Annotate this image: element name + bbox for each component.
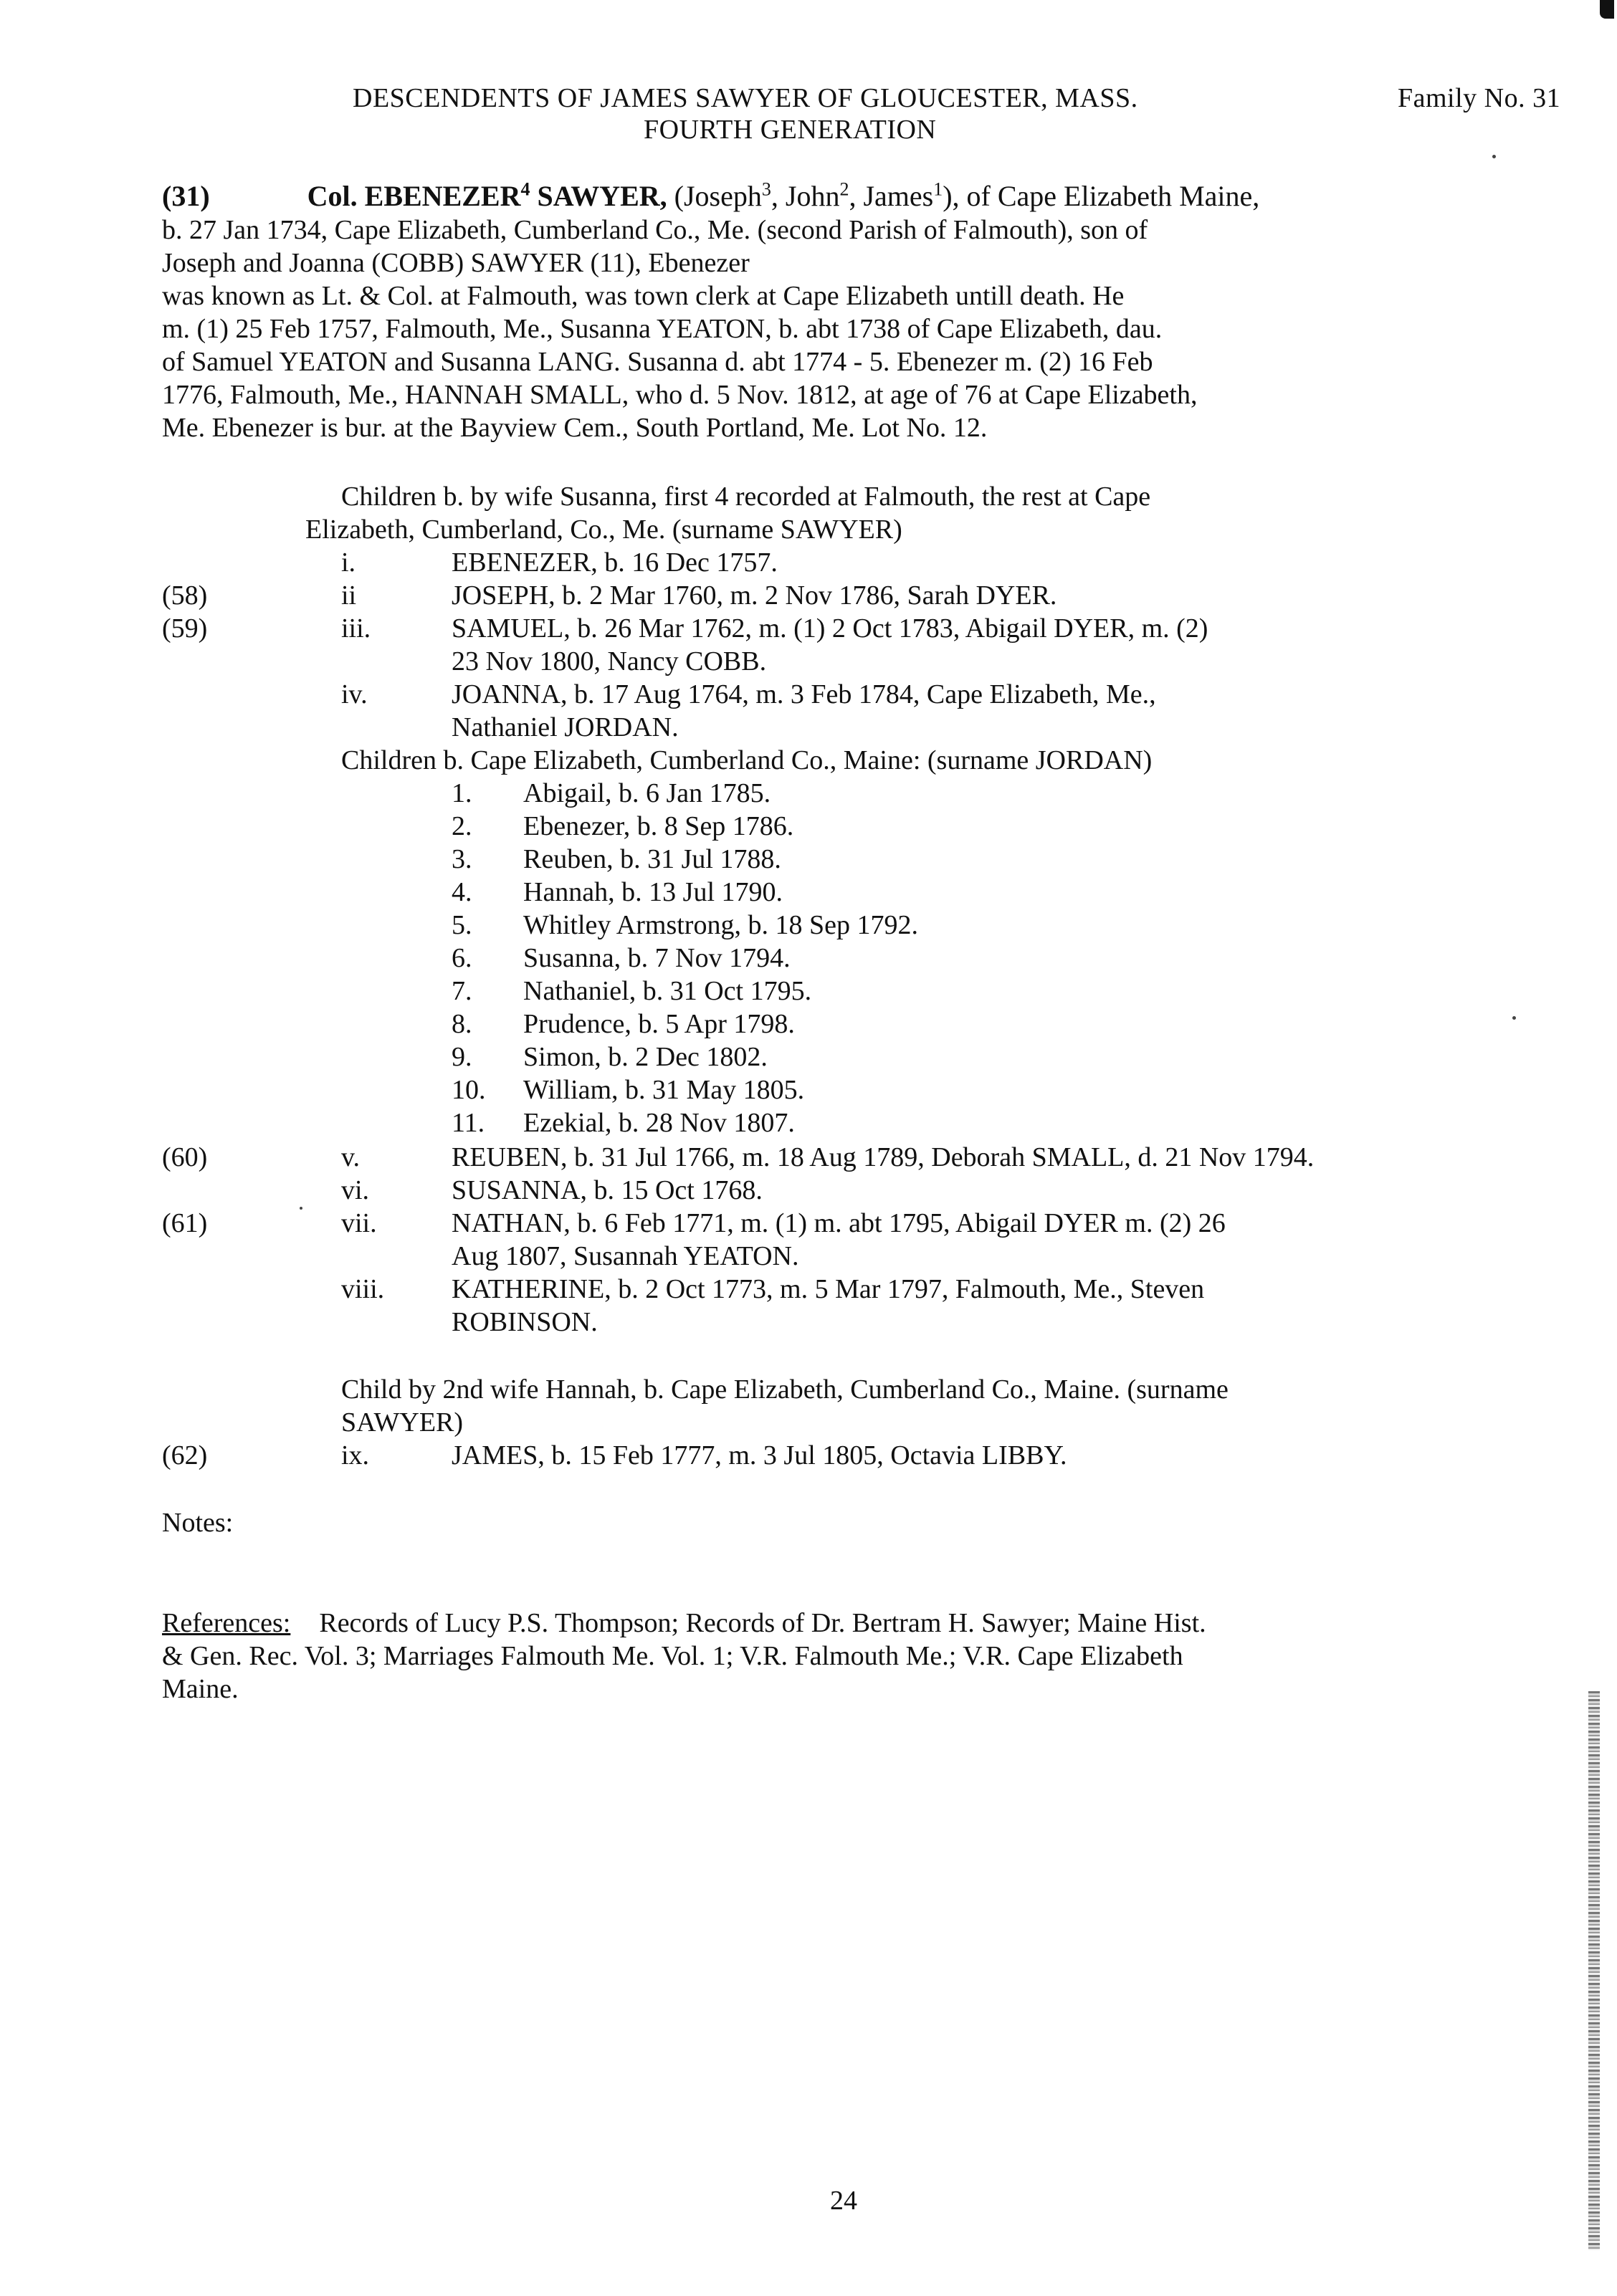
child-numeral: ii: [341, 580, 357, 611]
notes-label: Notes:: [162, 1508, 234, 1538]
references-text: Records of Lucy P.S. Thompson; Records of Dr. Bertram H. Sawyer; Maine Hist.: [319, 1608, 1206, 1638]
grandchild-entry: Prudence, b. 5 Apr 1798.: [523, 1009, 795, 1039]
lineage-sup: 2: [839, 178, 849, 200]
child-numeral: iv.: [341, 679, 368, 709]
child-entry: JOANNA, b. 17 Aug 1764, m. 3 Feb 1784, Cape Elizabeth, Me.,: [452, 679, 1156, 709]
child-ref: (60): [162, 1142, 208, 1172]
scan-edge-bar: [1588, 1691, 1600, 2250]
child-entry: SUSANNA, b. 15 Oct 1768.: [452, 1175, 763, 1205]
entry-line: m. (1) 25 Feb 1757, Falmouth, Me., Susanna YEATON, b. abt 1738 of Cape Elizabeth, dau.: [162, 314, 1163, 344]
entry-surname: SAWYER,: [537, 180, 667, 212]
grandchild-entry: Ebenezer, b. 8 Sep 1786.: [523, 811, 794, 841]
child-numeral: v.: [341, 1142, 361, 1172]
grandchild-number: 1.: [452, 778, 472, 808]
grandchild-number: 8.: [452, 1009, 472, 1039]
child-ref: (58): [162, 580, 208, 611]
scan-speck: [300, 1207, 302, 1210]
child-ref: (59): [162, 613, 208, 644]
grandchild-entry: Nathaniel, b. 31 Oct 1795.: [523, 976, 812, 1006]
entry-line: 1776, Falmouth, Me., HANNAH SMALL, who d. 5 Nov. 1812, at age of 76 at Cape Elizabeth,: [162, 380, 1198, 410]
child-ref: (62): [162, 1440, 208, 1470]
scan-speck: [1512, 1016, 1516, 1020]
child-entry: EBENEZER, b. 16 Dec 1757.: [452, 547, 778, 578]
grandchild-entry: Hannah, b. 13 Jul 1790.: [523, 877, 783, 907]
entry-line: b. 27 Jan 1734, Cape Elizabeth, Cumberland Co., Me. (second Parish of Falmouth), son of: [162, 215, 1148, 245]
grandchild-entry: Abigail, b. 6 Jan 1785.: [523, 778, 771, 808]
child-entry: KATHERINE, b. 2 Oct 1773, m. 5 Mar 1797, Falmouth, Me., Steven: [452, 1274, 1205, 1304]
child-entry-cont: 23 Nov 1800, Nancy COBB.: [452, 646, 767, 676]
child-entry: SAMUEL, b. 26 Mar 1762, m. (1) 2 Oct 1783, Abigail DYER, m. (2): [452, 613, 1208, 644]
child-numeral: ix.: [341, 1440, 370, 1470]
page-number: 24: [830, 2186, 857, 2216]
grandchild-entry: Susanna, b. 7 Nov 1794.: [523, 943, 791, 973]
lineage-john: , John: [771, 180, 840, 212]
grandchild-number: 3.: [452, 844, 472, 874]
second-wife-intro-cont: SAWYER): [341, 1407, 464, 1438]
children-intro: Children b. by wife Susanna, first 4 recorded at Falmouth, the rest at Cape: [341, 482, 1151, 512]
grandchild-number: 5.: [452, 910, 472, 940]
lineage-joseph: (Joseph: [674, 180, 762, 212]
grandchild-entry: William, b. 31 May 1805.: [523, 1075, 805, 1105]
scan-speck: [1492, 155, 1496, 158]
child-numeral: i.: [341, 547, 356, 578]
generation-superscript: 4: [520, 178, 530, 200]
grandchild-number: 11.: [452, 1108, 485, 1138]
grandchild-number: 7.: [452, 976, 472, 1006]
child-ref: (61): [162, 1208, 208, 1238]
entry-name: Col. EBENEZER: [307, 180, 521, 212]
family-number: Family No. 31: [1398, 83, 1561, 113]
jordan-intro: Children b. Cape Elizabeth, Cumberland Co., Maine: (surname JORDAN): [341, 745, 1153, 775]
child-numeral: iii.: [341, 613, 371, 644]
grandchild-entry: Reuben, b. 31 Jul 1788.: [523, 844, 781, 874]
lineage-james: , James: [849, 180, 934, 212]
generation-heading: FOURTH GENERATION: [644, 115, 937, 145]
child-numeral: vi.: [341, 1175, 370, 1205]
children-intro-cont: Elizabeth, Cumberland, Co., Me. (surname SAWYER): [305, 515, 902, 545]
grandchild-number: 9.: [452, 1042, 472, 1072]
grandchild-number: 6.: [452, 943, 472, 973]
lineage-residence: ), of Cape Elizabeth Maine,: [943, 180, 1260, 212]
child-numeral: viii.: [341, 1274, 385, 1304]
references-line: [162, 1609, 1206, 1637]
grandchild-number: 10.: [452, 1075, 486, 1105]
child-entry-cont: Nathaniel JORDAN.: [452, 712, 679, 742]
grandchild-number: 2.: [452, 811, 472, 841]
references-line: Maine.: [162, 1674, 239, 1704]
page-header-title: DESCENDENTS OF JAMES SAWYER OF GLOUCESTER, MASS.: [353, 83, 1138, 113]
child-entry-cont: ROBINSON.: [452, 1307, 598, 1337]
child-entry: JOSEPH, b. 2 Mar 1760, m. 2 Nov 1786, Sarah DYER.: [452, 580, 1057, 611]
entry-line: of Samuel YEATON and Susanna LANG. Susanna d. abt 1774 - 5. Ebenezer m. (2) 16 Feb: [162, 347, 1153, 377]
child-entry: REUBEN, b. 31 Jul 1766, m. 18 Aug 1789, Deborah SMALL, d. 21 Nov 1794.: [452, 1142, 1315, 1172]
lineage-sup: 1: [933, 178, 943, 200]
entry-number: (31): [162, 180, 210, 212]
references-line: & Gen. Rec. Vol. 3; Marriages Falmouth Me. Vol. 1; V.R. Falmouth Me.; V.R. Cape Elizabeth: [162, 1641, 1183, 1671]
child-numeral: vii.: [341, 1208, 377, 1238]
grandchild-entry: Whitley Armstrong, b. 18 Sep 1792.: [523, 910, 918, 940]
grandchild-number: 4.: [452, 877, 472, 907]
second-wife-intro: Child by 2nd wife Hannah, b. Cape Elizabeth, Cumberland Co., Maine. (surname: [341, 1374, 1229, 1405]
entry-heading: [162, 178, 1260, 212]
scan-corner-mark: [1600, 0, 1614, 19]
entry-line: Joseph and Joanna (COBB) SAWYER (11), Ebenezer: [162, 248, 750, 278]
references-label: References:: [162, 1608, 291, 1638]
entry-line: Me. Ebenezer is bur. at the Bayview Cem., South Portland, Me. Lot No. 12.: [162, 413, 988, 443]
grandchild-entry: Simon, b. 2 Dec 1802.: [523, 1042, 768, 1072]
child-entry-cont: Aug 1807, Susannah YEATON.: [452, 1241, 799, 1271]
lineage-sup: 3: [761, 178, 771, 200]
grandchild-entry: Ezekial, b. 28 Nov 1807.: [523, 1108, 795, 1138]
entry-line: was known as Lt. & Col. at Falmouth, was town clerk at Cape Elizabeth untill death. He: [162, 281, 1125, 311]
child-entry: NATHAN, b. 6 Feb 1771, m. (1) m. abt 1795, Abigail DYER m. (2) 26: [452, 1208, 1226, 1238]
child-entry: JAMES, b. 15 Feb 1777, m. 3 Jul 1805, Octavia LIBBY.: [452, 1440, 1067, 1470]
